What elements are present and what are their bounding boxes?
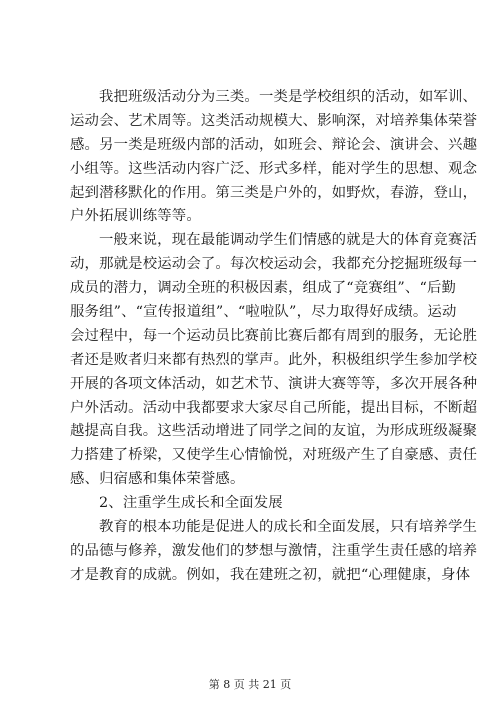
text-line: 越提高自我。这些活动增进了同学之间的友谊，为形成班级凝聚 [70, 423, 478, 440]
section-heading [70, 492, 432, 516]
text-line: 户外活动。活动中我都要求大家尽自己所能，提出目标，不断超 [70, 399, 478, 416]
text-line: 服务组”、“宣传报道组”、“啦啦队”，尽力取得好成绩。运动 [70, 304, 457, 321]
text-line: 开展的各项文体活动，如艺术节、演讲大赛等等，多次开展各种 [70, 375, 478, 392]
text-line: 者还是败者归来都有热烈的掌声。此外，积极组织学生参加学校 [70, 351, 478, 368]
text-line: 成员的潜力，调动全班的积极因素，组成了“竞赛组”、“后勤 [70, 280, 457, 297]
text-line: 会过程中，每一个运动员比赛前比赛后都有周到的服务，无论胜 [70, 327, 478, 344]
text-line: 感、归宿感和集体荣誉感。 [70, 471, 245, 488]
text-line: 起到潜移默化的作用。第三类是户外的，如野炊，春游，登山， [70, 184, 478, 201]
text-line: 运动会、艺术周等。这类活动规模大、影响深，对培养集体荣誉 [70, 112, 478, 129]
text-line: 动，那就是校运动会了。每次校运动会，我都充分挖掘班级每一 [70, 256, 478, 273]
paragraph-sports-meet [70, 229, 478, 492]
text-line: 才是教育的成就。例如，我在建班之初，就把“心理健康，身体 [70, 566, 471, 583]
paragraph-education-purpose [70, 516, 478, 588]
document-body [70, 86, 478, 588]
text-line: 感。另一类是班级内部的活动，如班会、辩论会、演讲会、兴趣 [70, 136, 478, 153]
text-line: 我把班级活动分为三类。一类是学校组织的活动，如军训、 [99, 89, 478, 105]
text-line: 小组等。这些活动内容广泛、形式多样，能对学生的思想、观念 [70, 160, 478, 177]
page-number-footer: 第 8 页 共 21 页 [208, 678, 292, 691]
text-line: 一般来说，现在最能调动学生们情感的就是大的体育竞赛活 [99, 232, 478, 249]
heading-text: 2、注重学生成长和全面发展 [99, 495, 283, 512]
text-line: 教育的根本功能是促进人的成长和全面发展，只有培养学生 [99, 519, 478, 536]
text-line: 力搭建了桥梁，又使学生心情愉悦，对班级产生了自豪感、责任 [70, 447, 478, 464]
text-line: 户外拓展训练等等。 [70, 208, 201, 225]
paragraph-class-activities [70, 86, 478, 229]
text-line: 的品德与修养，激发他们的梦想与激情，注重学生责任感的培养 [70, 542, 478, 559]
